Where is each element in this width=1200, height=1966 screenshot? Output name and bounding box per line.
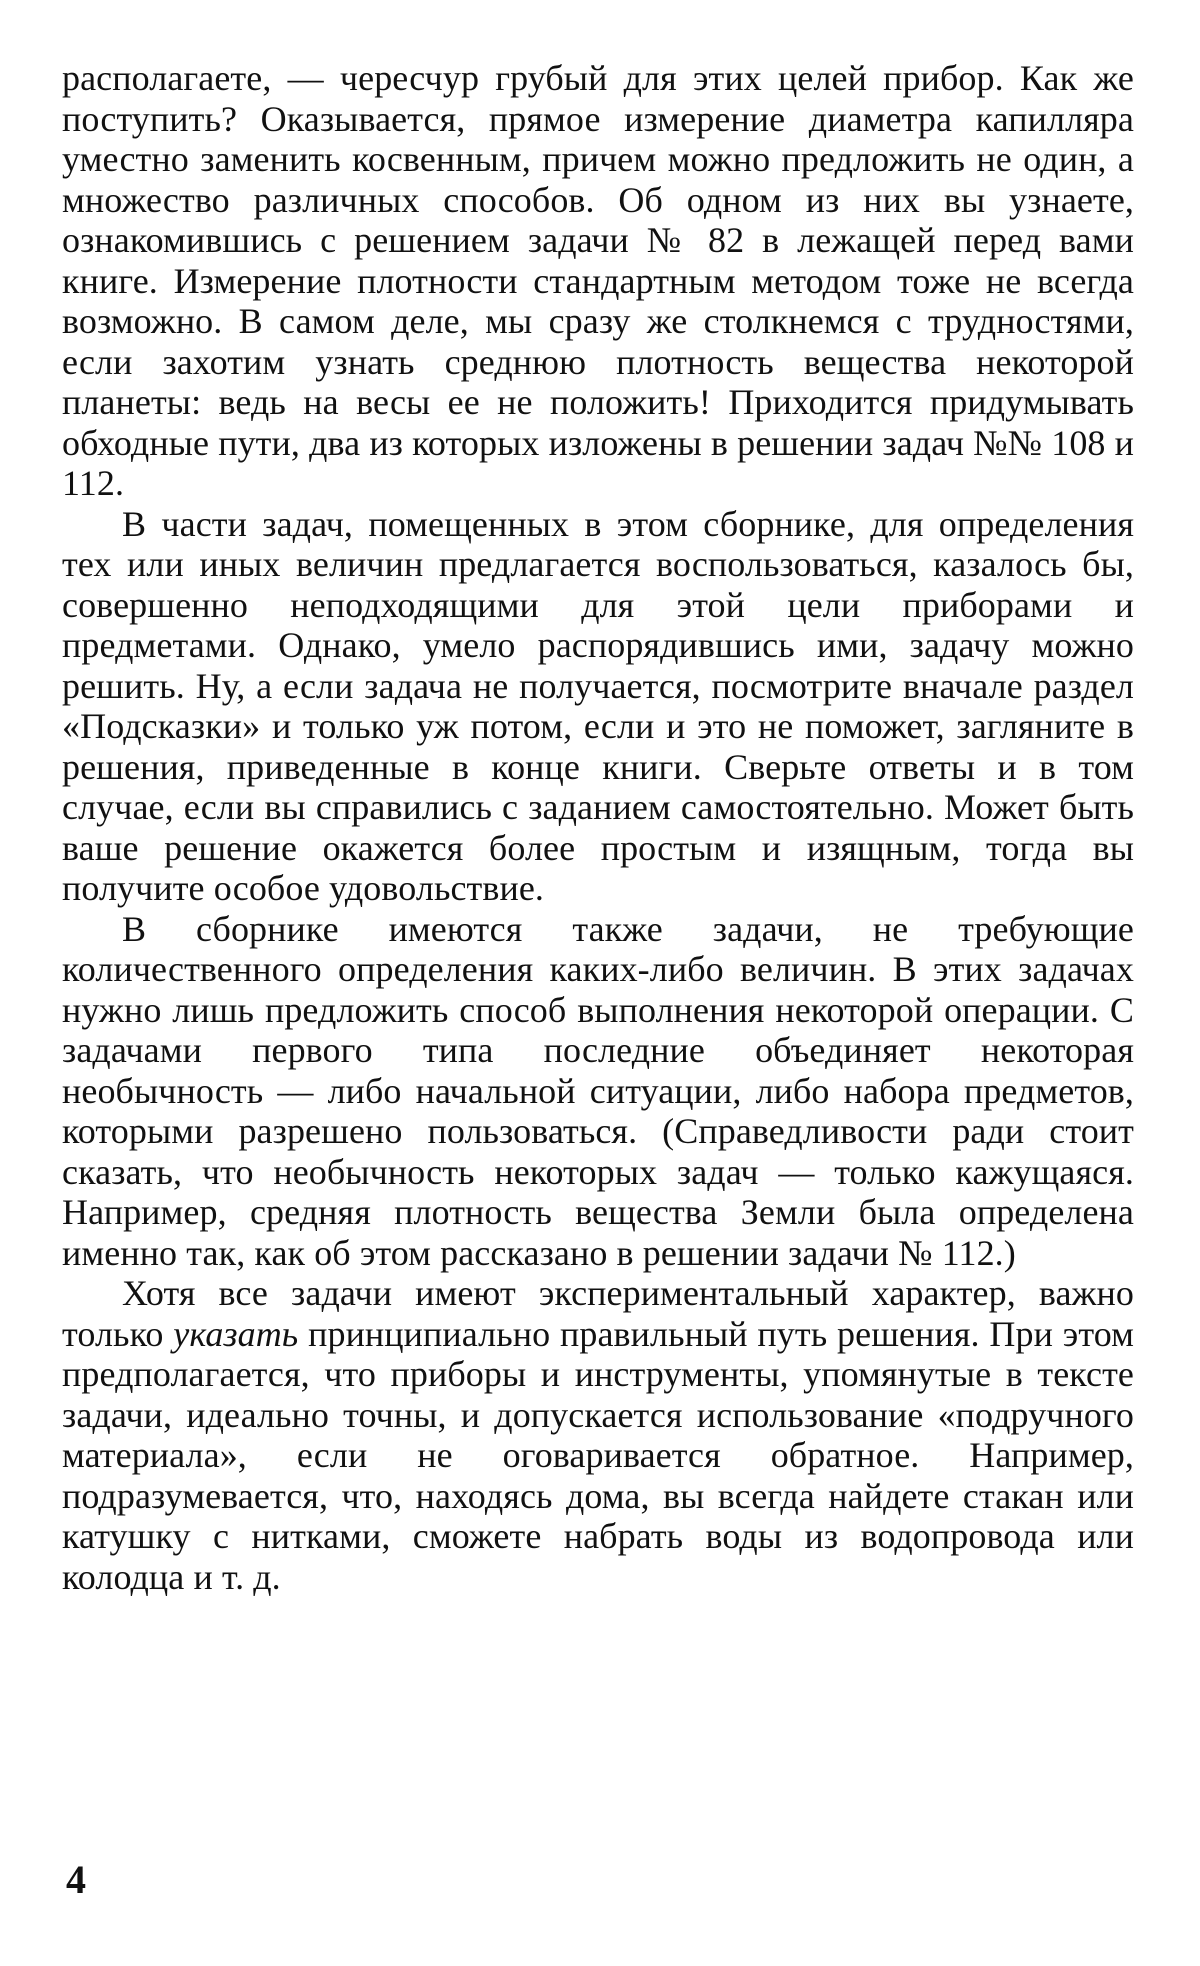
- paragraph-4: [62, 1273, 1134, 1597]
- paragraph-1: располагаете, — чересчур грубый для этих целей прибор. Как же поступить? Оказывается, прямое измерение диаметра капилляра уместно заменить косвенным, причем можно предложить не один, а множество различных способов. Об одном из них вы узнаете, ознакомившись с решением задачи № 82 в лежащей перед вами книге. Измерение плотности стандартным методом тоже не всегда возможно. В самом деле, мы сразу же столкнемся с трудностями, если захотим узнать среднюю плотность вещества некоторой планеты: ведь на весы ее не положить! Приходится придумывать обходные пути, два из которых изложены в решении задач №№ 108 и 112.: [62, 58, 1134, 503]
- paragraph-4-start: Хотя все задачи имеют экспериментальный характер, важно только: [62, 1273, 1134, 1354]
- paragraph-4-emphasis: указать: [173, 1313, 299, 1354]
- page-body: [62, 58, 1134, 1597]
- paragraph-2: В части задач, помещенных в этом сборнике, для определения тех или иных величин предлагается воспользоваться, казалось бы, совершенно неподходящими для этой цели приборами и предметами. Однако, умело распорядившись ими, задачу можно решить. Ну, а если задача не получается, посмотрите вначале раздел «Подсказки» и только уж потом, если и это не поможет, загляните в решения, приведенные в конце книги. Сверьте ответы и в том случае, если вы справились с заданием самостоятельно. Может быть ваше решение окажется более простым и изящным, тогда вы получите особое удовольствие.: [62, 503, 1134, 908]
- page-number: 4: [66, 1857, 86, 1902]
- paragraph-3: В сборнике имеются также задачи, не требующие количественного определения каких-либо величин. В этих задачах нужно лишь предложить способ выполнения некоторой операции. С задачами первого типа последние объединяет некоторая необычность — либо начальной ситуации, либо набора предметов, которыми разрешено пользоваться. (Справедливости ради стоит сказать, что необычность некоторых задач — только кажущаяся. Например, средняя плотность вещества Земли была определена именно так, как об этом рассказано в решении задачи № 112.): [62, 908, 1134, 1273]
- paragraph-4-end: принципиально правильный путь решения. При этом предполагается, что приборы и инструменты, упомянутые в тексте задачи, идеально точны, и допускается использование «подручного материала», если не оговаривается обратное. Например, подразумевается, что, находясь дома, вы всегда найдете стакан или катушку с нитками, сможете набрать воды из водопровода или колодца и т. д.: [62, 1313, 1134, 1597]
